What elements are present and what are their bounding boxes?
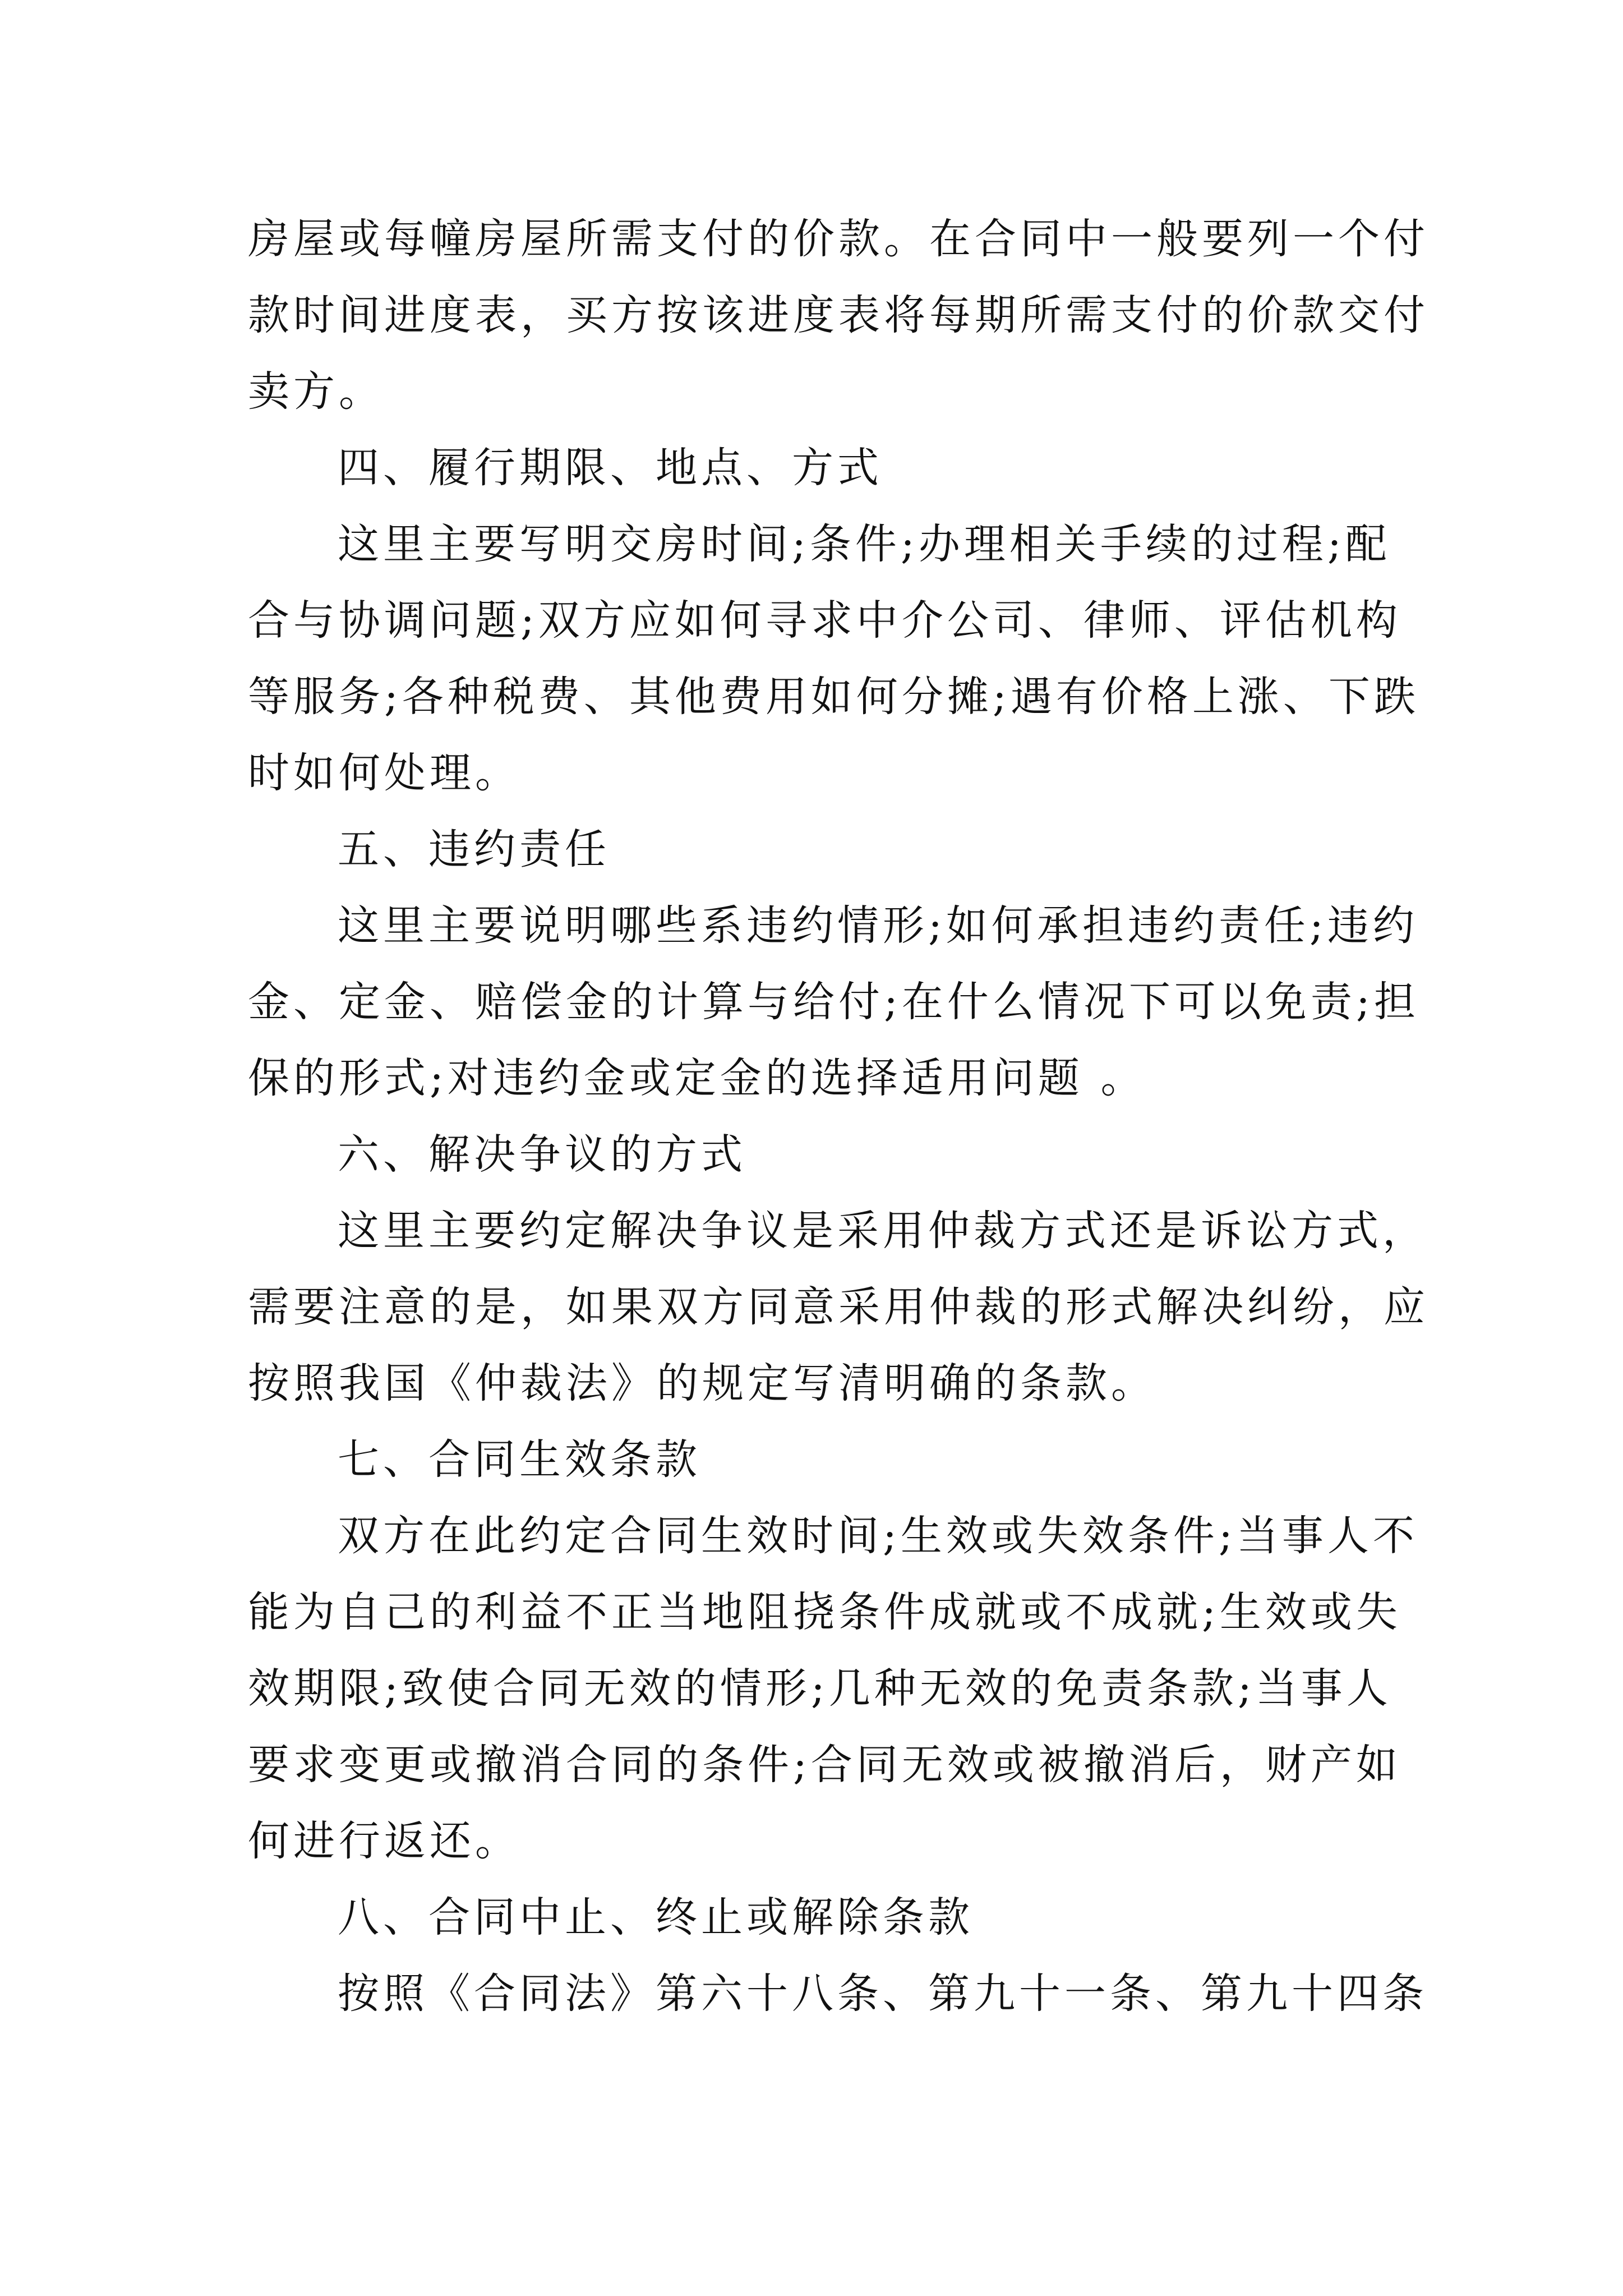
text-line: 按照我国《仲裁法》的规定写清明确的条款。: [248, 1359, 1156, 1407]
text-line: 要求变更或撤消合同的条件;合同无效或被撤消后，财产如: [248, 1741, 1401, 1789]
text-line: 等服务;各种税费、其他费用如何分摊;遇有价格上涨、下跌: [248, 673, 1419, 721]
text-line: 款时间进度表，买方按该进度表将每期所需支付的价款交付: [248, 291, 1429, 339]
section-paragraph: [248, 1193, 1429, 1421]
text-line: 按照《合同法》第六十八条、第九十一条、第九十四条: [338, 1970, 1428, 2018]
paragraph-continued: [248, 201, 1429, 430]
text-line: 这里主要写明交房时间;条件;办理相关手续的过程;配: [338, 520, 1391, 568]
section-heading: [248, 1421, 1386, 1498]
section-paragraph: [248, 1955, 1428, 2032]
text-line: 保的形式;对违约金或定金的选择适用问题 。: [248, 1054, 1146, 1102]
section-heading: [248, 811, 1386, 887]
heading-text: 四、履行期限、地点、方式: [338, 444, 883, 492]
text-line: 合与协调问题;双方应如何寻求中介公司、律师、评估机构: [248, 596, 1401, 645]
text-line: 这里主要说明哪些系违约情形;如何承担违约责任;违约: [338, 901, 1418, 950]
heading-text: 八、合同中止、终止或解除条款: [338, 1893, 974, 1941]
section-paragraph: [248, 887, 1419, 1116]
document-body: [248, 201, 1429, 2032]
text-line: 时如何处理。: [248, 749, 520, 797]
text-line: 能为自己的利益不正当地阻挠条件成就或不成就;生效或失: [248, 1588, 1401, 1636]
section-paragraph: [248, 506, 1419, 811]
text-line: 金、定金、赔偿金的计算与给付;在什么情况下可以免责;担: [248, 978, 1419, 1026]
section-heading: [248, 1116, 1386, 1193]
text-line: 效期限;致使合同无效的情形;几种无效的免责条款;当事人: [248, 1664, 1392, 1713]
text-line: 何进行返还。: [248, 1817, 520, 1865]
section-heading: [248, 430, 1386, 506]
text-line: 房屋或每幢房屋所需支付的价款。在合同中一般要列一个付: [248, 215, 1429, 263]
heading-text: 六、解决争议的方式: [338, 1130, 746, 1179]
text-line: 双方在此约定合同生效时间;生效或失效条件;当事人不: [338, 1512, 1418, 1560]
text-line: 这里主要约定解决争议是采用仲裁方式还是诉讼方式，: [338, 1207, 1428, 1255]
section-paragraph: [248, 1498, 1418, 1879]
text-line: 卖方。: [248, 367, 384, 416]
text-line: 需要注意的是，如果双方同意采用仲裁的形式解决纠纷，应: [248, 1283, 1429, 1331]
heading-text: 五、违约责任: [338, 825, 610, 873]
heading-text: 七、合同生效条款: [338, 1435, 701, 1484]
section-heading: [248, 1879, 1386, 1955]
